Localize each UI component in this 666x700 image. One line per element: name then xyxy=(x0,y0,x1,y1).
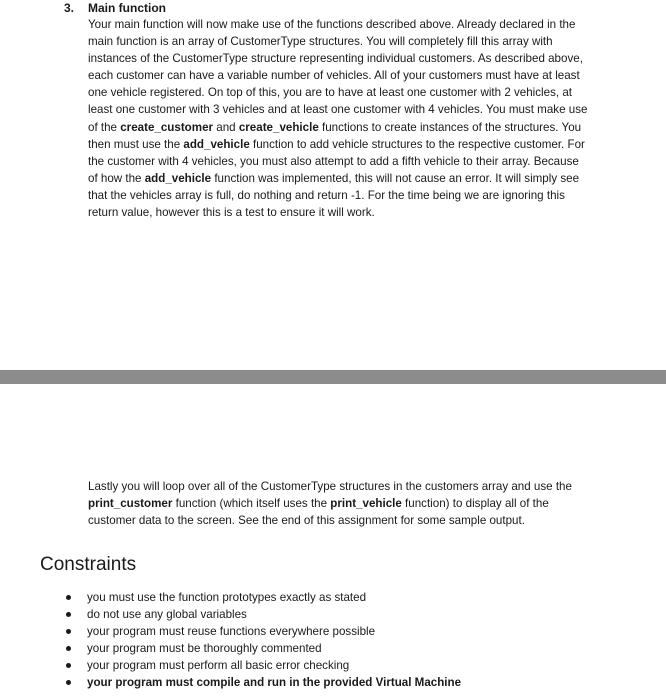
text-run: functions to create instances of the structures. You xyxy=(318,120,582,134)
list-item xyxy=(66,674,461,691)
paragraph-line xyxy=(88,119,636,136)
paragraph-line xyxy=(88,495,636,512)
list-item xyxy=(66,589,461,606)
text-run: function) to display all of the xyxy=(401,497,549,511)
text-run: of the xyxy=(88,120,121,134)
function-name-print-vehicle: print_vehicle xyxy=(330,497,402,511)
bullet-icon xyxy=(66,663,71,668)
bullet-icon xyxy=(66,612,71,617)
text-run: of how the xyxy=(88,171,145,185)
function-name-add-vehicle: add_vehicle xyxy=(144,171,212,185)
text-run: function to add vehicle structures to the respective customer. For xyxy=(249,137,585,151)
paragraph-line xyxy=(88,136,636,153)
section-number: 3. xyxy=(64,1,75,15)
list-item-text: do not use any global variables xyxy=(87,608,247,621)
list-item-text: your program must reuse functions everywhere possible xyxy=(87,625,376,638)
text-run: then must use the xyxy=(88,137,184,151)
bullet-icon xyxy=(66,646,71,651)
constraints-heading: Constraints xyxy=(40,554,137,575)
function-name-create-customer: create_customer xyxy=(120,120,214,134)
paragraph-line: instances of the CustomerType structure representing individual customers. As described above, xyxy=(88,52,583,66)
list-item-text: your program must compile and run in the provided Virtual Machine xyxy=(87,676,462,689)
list-item xyxy=(66,606,461,623)
paragraph-line: customer data to the screen. See the end of this assignment for some sample output. xyxy=(88,514,525,528)
paragraph-line: least one customer with 3 vehicles and at least one customer with 4 vehicles. You must make use xyxy=(88,103,588,117)
function-name-create-vehicle: create_vehicle xyxy=(238,120,319,134)
paragraph-line: Lastly you will loop over all of the CustomerType structures in the customers array and use the xyxy=(88,480,572,493)
paragraph-line: one vehicle registered. On top of this, you are to have at least one customer with 2 vehicles, at xyxy=(88,86,572,100)
list-item-text: your program must perform all basic error checking xyxy=(87,659,350,672)
paragraph-line: each customer can have a variable number of vehicles. All of your customers must have at least xyxy=(88,69,580,83)
text-run: and xyxy=(213,120,239,134)
bullet-icon xyxy=(66,680,71,685)
function-name-add-vehicle: add_vehicle xyxy=(183,137,250,151)
function-name-print-customer: print_customer xyxy=(88,497,173,511)
section-title: Main function xyxy=(88,1,166,15)
paragraph-line: Your main function will now make use of the functions described above. Already declared in the xyxy=(88,18,576,31)
bullet-icon xyxy=(66,629,71,634)
paragraph-line: the customer with 4 vehicles, you must also attempt to add a fifth vehicle to their array. Because xyxy=(88,154,579,168)
bullet-icon xyxy=(66,595,71,600)
list-item-text: you must use the function prototypes exactly as stated xyxy=(87,591,367,604)
list-item xyxy=(66,657,461,674)
list-item-text: your program must be thoroughly commented xyxy=(87,642,322,655)
paragraph-line xyxy=(88,170,636,187)
paragraph-line: main function is an array of CustomerType structures. You will completely fill this array with xyxy=(88,35,553,49)
text-run: function was implemented, this will not cause an error. It will simply see xyxy=(211,171,580,185)
list-item xyxy=(66,623,461,640)
main-function-paragraph xyxy=(88,16,636,221)
page-divider xyxy=(0,370,666,384)
print-loop-paragraph xyxy=(88,478,636,529)
list-item xyxy=(66,640,461,657)
section-heading xyxy=(64,0,166,17)
text-run: function (which itself uses the xyxy=(172,497,331,511)
constraints-list xyxy=(66,589,461,691)
paragraph-line: return value, however this is a test to ensure it will work. xyxy=(88,206,375,220)
paragraph-line: that the vehicles array is full, do nothing and return -1. For the time being we are ignoring this xyxy=(88,188,565,202)
